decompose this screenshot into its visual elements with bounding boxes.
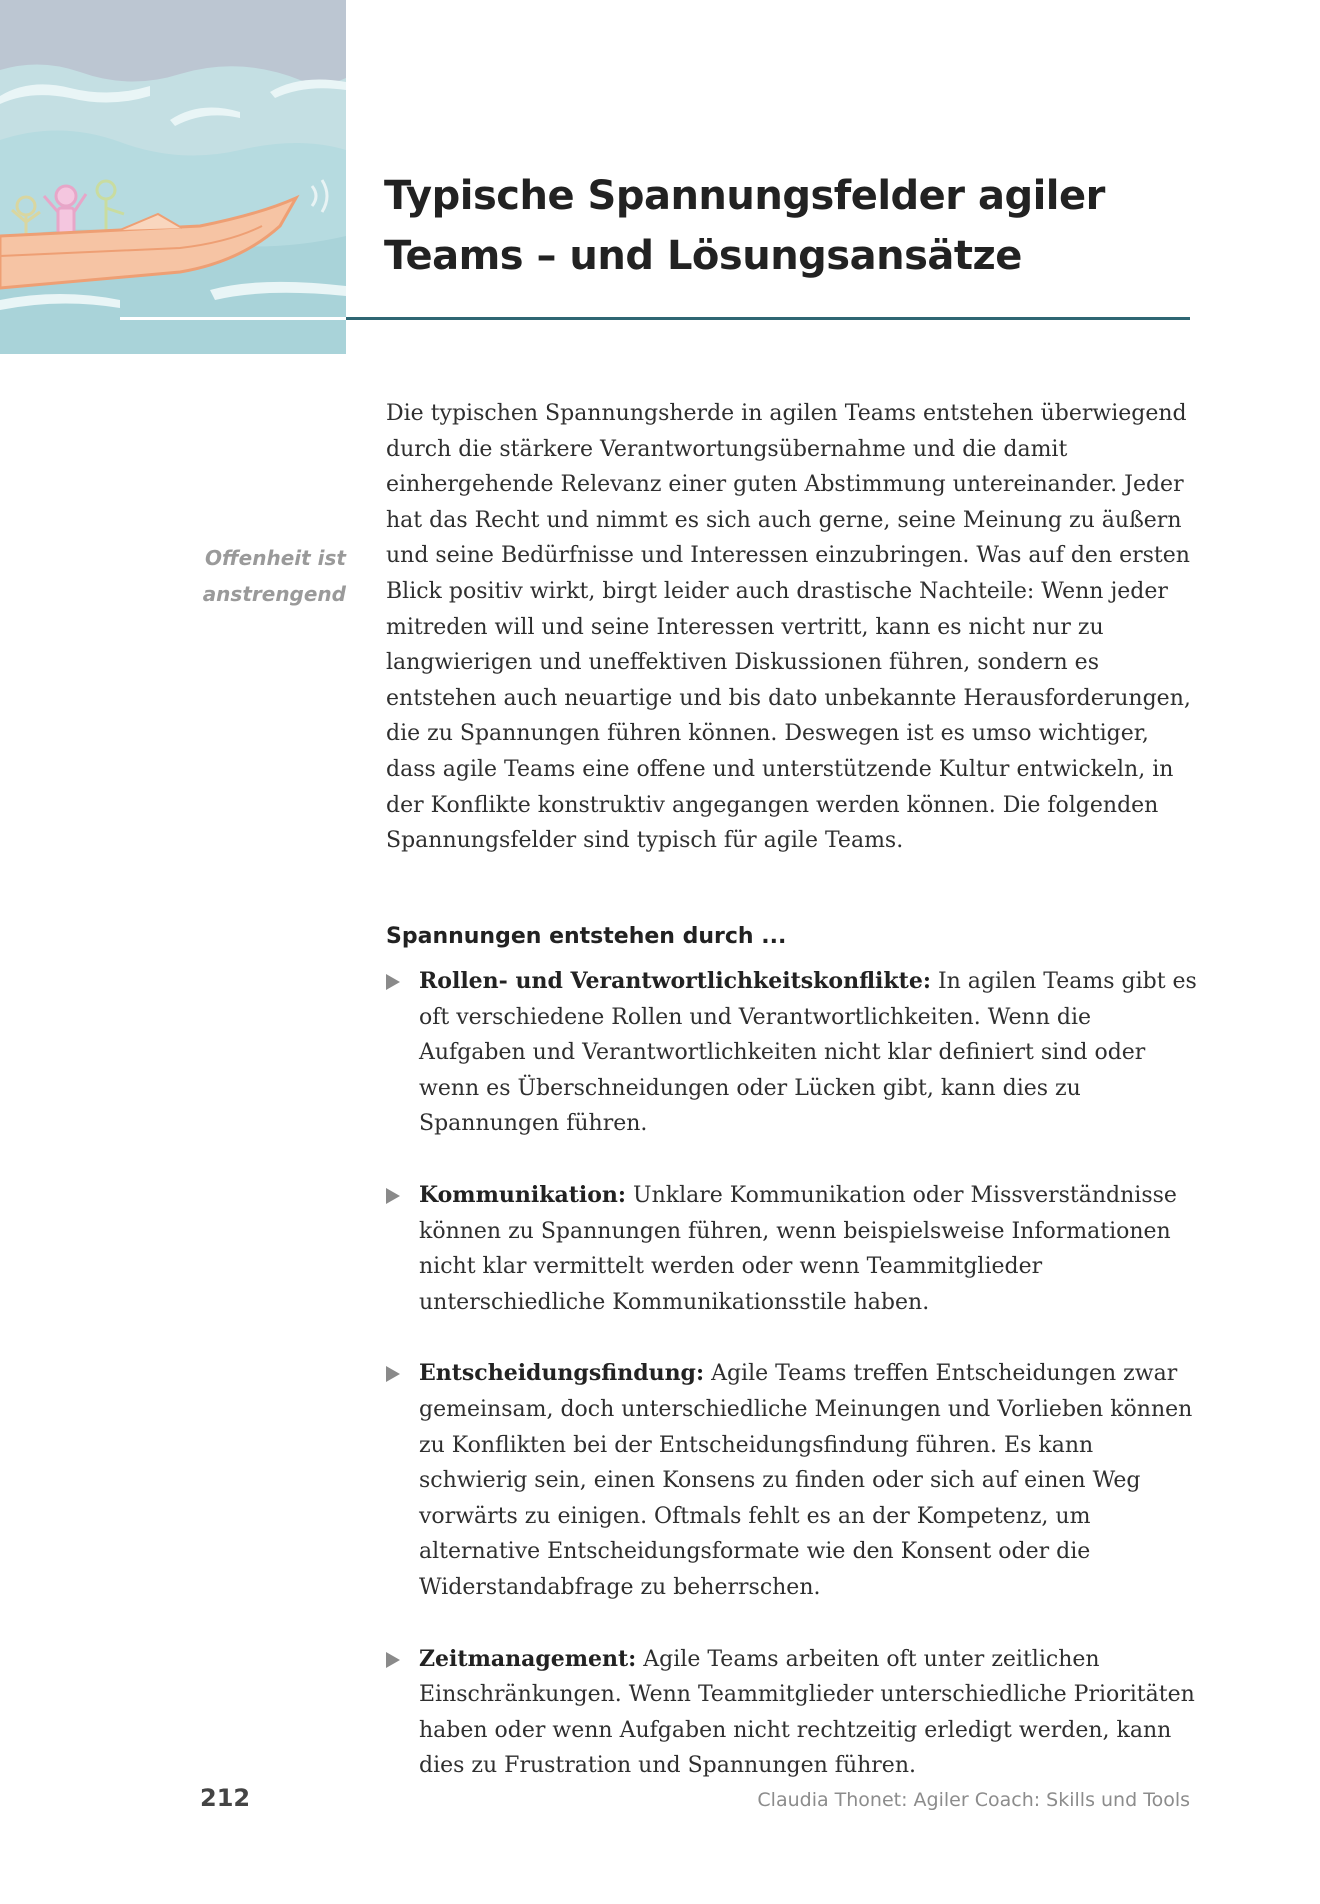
list-item	[386, 1642, 1198, 1784]
title-rule	[346, 317, 1190, 320]
list-item	[386, 1178, 1198, 1320]
boat-team-illustration	[0, 0, 346, 354]
arrow-right-icon	[386, 1652, 400, 1668]
title-line-1: Typische Spannungsfelder agiler	[384, 173, 1105, 219]
item-text: In agilen Teams gibt es oft verschiedene Rollen und Verantwortlichkeiten. Wenn die Aufgaben und Verantwortlichkeiten nicht klar definiert sind oder wenn es Überschneidungen oder Lücken gibt, kann dies zu Spannungen führen.	[419, 969, 1197, 1137]
arrow-right-icon	[386, 974, 400, 990]
list-item	[386, 1356, 1198, 1605]
title-line-2: Teams – und Lösungsansätze	[384, 233, 1022, 279]
item-text: Unklare Kommunikation oder Missverständnisse können zu Spannungen führen, wenn beispielsweise Informationen nicht klar vermittelt werden oder wenn Teammitglieder unterschiedliche Kommunikationsstile haben.	[419, 1182, 1177, 1315]
margin-note-line-2: anstrengend	[202, 582, 346, 606]
item-term: Zeitmanagement:	[419, 1645, 637, 1672]
list-item	[386, 964, 1198, 1142]
item-text: Agile Teams arbeiten oft unter zeitlichen Einschränkungen. Wenn Teammitglieder unterschiedliche Prioritäten haben oder wenn Aufgaben nicht rechtzeitig erledigt werden, kann dies zu Frustration und Spannungen führen.	[419, 1646, 1195, 1779]
page-title	[384, 166, 1184, 286]
running-footer: Claudia Thonet: Agiler Coach: Skills und Tools	[757, 1789, 1190, 1811]
tension-list	[386, 964, 1198, 1784]
arrow-right-icon	[386, 1366, 400, 1382]
margin-note-line-1: Offenheit ist	[205, 546, 346, 570]
item-term: Entscheidungsfindung:	[419, 1360, 705, 1387]
section-heading: Spannungen entstehen durch ...	[386, 924, 787, 949]
intro-paragraph: Die typischen Spannungsherde in agilen Teams entstehen überwiegend durch die stärkere Verantwortungsübernahme und die damit einhergehende Relevanz einer guten Abstimmung untereinander. Jeder hat das Recht und nimmt es sich auch gerne, seine Meinung zu äußern und seine Bedürfnisse und Interessen einzubringen. Was auf den ersten Blick positiv wirkt, birgt leider auch drastische Nachteile: Wenn jeder mitreden will und seine Interessen vertritt, kann es nicht nur zu langwierigen und uneffektiven Diskussionen führen, sondern es entstehen auch neuartige und bis dato unbekannte Herausforderungen, die zu Spannungen führen können. Deswegen ist es umso wichtiger, dass agile Teams eine offene und unterstützende Kultur entwickeln, in der Konflikte konstruktiv angegangen werden können. Die folgenden Spannungsfelder sind typisch für agile Teams.	[386, 401, 1191, 854]
arrow-right-icon	[386, 1188, 400, 1204]
item-term: Rollen- und Verantwortlichkeitskonflikte:	[419, 968, 931, 994]
item-term: Kommunikation:	[419, 1181, 627, 1208]
margin-note	[180, 540, 346, 612]
page-number: 212	[200, 1784, 251, 1812]
item-text: Agile Teams treffen Entscheidungen zwar gemeinsam, doch unterschiedliche Meinungen und Vorlieben können zu Konflikten bei der Entscheidungsfindung führen. Es kann schwierig sein, einen Konsens zu finden oder sich auf einen Weg vorwärts zu einigen. Oftmals fehlt es an der Kompetenz, um alternative Entscheidungsformate wie den Konsent oder die Widerstandabfrage zu beherrschen.	[419, 1361, 1193, 1600]
title-rule-light	[120, 317, 346, 320]
